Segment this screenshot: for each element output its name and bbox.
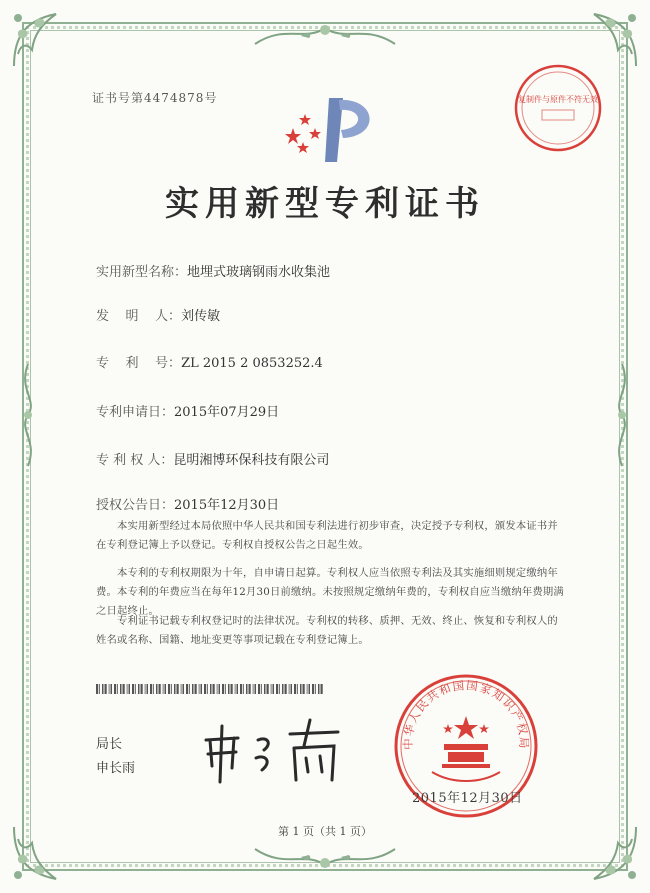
copy-verification-stamp [512,62,604,154]
field-value: 昆明湘博环保科技有限公司 [173,453,330,468]
barcode [96,684,326,694]
field-patentee [96,449,329,468]
field-label: 授权公告日： [96,498,175,513]
side-border-ornament [16,360,40,470]
patent-office-logo-icon [285,92,385,164]
field-utility-model-name [96,261,330,280]
field-label: 实用新型名称： [96,265,188,280]
issue-date: 2015年12月30日 [412,791,523,806]
certificate-title: 实用新型专利证书 [165,184,485,224]
field-application-date [96,401,279,420]
corner-ornament [6,6,76,76]
field-grant-date [96,494,279,513]
director-signature [198,710,348,790]
field-label: 专 利 权 人： [96,453,174,468]
svg-text:中华人民共和国国家知识产权局 [401,678,531,750]
field-label: 发 明 人： [96,309,182,324]
director-name: 申长雨 [96,761,136,776]
side-border-ornament [610,360,634,470]
field-value: 地埋式玻璃钢雨水收集池 [187,265,331,280]
field-value: ZL 2015 2 0853252.4 [181,356,323,371]
field-value: 2015年07月29日 [174,405,280,420]
bottom-border-ornament [245,843,405,873]
certificate-paragraph: 专利证书记载专利权登记时的法律状况。专利权的转移、质押、无效、终止、恢复和专利权人的姓名或名称、国籍、地址变更等事项记载在专利登记簿上。 [96,615,558,646]
certificate-paragraph: 本专利的专利权期限为十年，自申请日起算。专利权人应当依照专利法及其实施细则规定缴纳年费。本专利的年费应当在每年12月30日前缴纳。未按照规定缴纳年费的，专利权自应当缴纳年费期满之日起终止。 [96,567,564,617]
top-border-ornament [245,20,405,50]
certificate-number: 证书号第4474878号 [92,91,218,105]
stamp-text: 复制件与原件不符无效 [518,95,598,104]
director-title: 局长 [96,737,123,752]
field-label: 专 利 号： [96,356,182,371]
field-label: 专利申请日： [96,405,175,420]
field-value: 2015年12月30日 [174,498,280,513]
field-value: 刘传敏 [181,309,221,324]
page-number: 第 1 页（共 1 页） [278,825,372,838]
seal-text: 中华人民共和国国家知识产权局 [400,678,532,750]
field-patent-number [96,352,323,371]
certificate-paragraph: 本实用新型经过本局依照中华人民共和国专利法进行初步审查，决定授予专利权，颁发本证书并在专利登记簿上予以登记。专利权自授权公告之日起生效。 [96,520,558,551]
field-inventor [96,305,220,324]
